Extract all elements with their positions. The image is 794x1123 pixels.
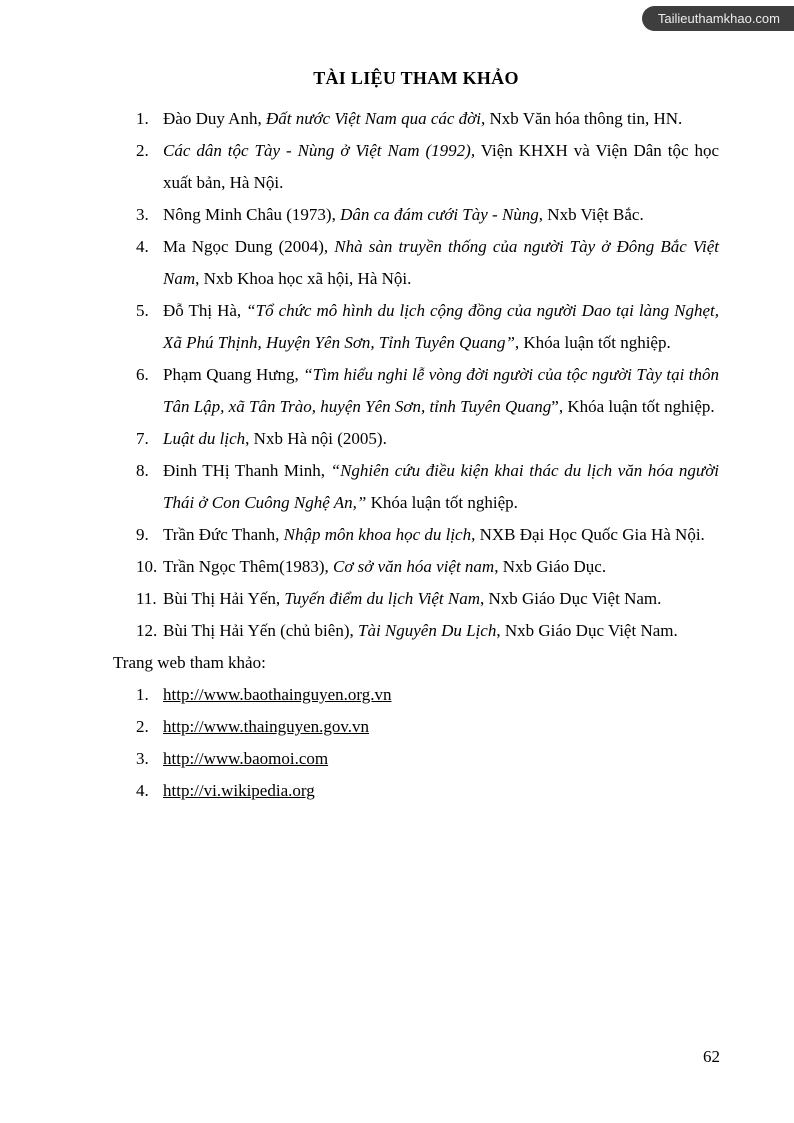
references-list	[113, 103, 719, 647]
reference-text: , Nxb Hà nội (2005).	[245, 429, 387, 448]
reference-title: Tài Nguyên Du Lịch	[358, 621, 497, 640]
web-link-item	[113, 711, 719, 743]
reference-item	[113, 199, 719, 231]
reference-text: Đinh THị Thanh Minh,	[163, 461, 331, 480]
reference-item	[113, 359, 719, 423]
reference-item	[113, 551, 719, 583]
reference-item	[113, 583, 719, 615]
web-link-url[interactable]: http://vi.wikipedia.org	[163, 781, 315, 800]
web-link-number: 3.	[136, 749, 149, 768]
reference-text: Phạm Quang Hưng,	[163, 365, 304, 384]
reference-text: ”, Khóa luận tốt nghiệp.	[551, 397, 715, 416]
reference-title: Luật du lịch	[163, 429, 246, 448]
reference-number: 8.	[136, 461, 149, 480]
reference-number: 9.	[136, 525, 149, 544]
reference-text: , Nxb Văn hóa thông tin, HN.	[480, 109, 683, 128]
reference-title: Đất nước Việt Nam qua các đời	[265, 109, 481, 128]
reference-text: Trần Đức Thanh,	[163, 525, 284, 544]
reference-text: , Nxb Giáo Dục Việt Nam.	[496, 621, 678, 640]
web-links-list	[113, 679, 719, 807]
reference-number: 7.	[136, 429, 149, 448]
reference-text: Trần Ngọc Thêm(1983),	[163, 557, 333, 576]
reference-title: Cơ sở văn hóa việt nam	[332, 557, 495, 576]
watermark-text: Tailieuthamkhao.com	[657, 11, 780, 26]
reference-text: , Nxb Khoa học xã hội, Hà Nội.	[195, 269, 412, 288]
reference-text: Bùi Thị Hải Yến,	[163, 589, 285, 608]
reference-number: 10.	[136, 557, 158, 576]
reference-text: , NXB Đại Học Quốc Gia Hà Nội.	[471, 525, 705, 544]
page-content	[113, 68, 719, 807]
reference-text: , Nxb Giáo Dục Việt Nam.	[479, 589, 662, 608]
reference-text: , Nxb Giáo Dục.	[494, 557, 607, 576]
reference-number: 1.	[136, 109, 149, 128]
web-link-url[interactable]: http://www.thainguyen.gov.vn	[163, 717, 370, 736]
web-section-label: Trang web tham khảo:	[113, 653, 266, 672]
reference-item	[113, 519, 719, 551]
reference-title: “Nghiên cứu điều kiện khai thác du lịch văn hóa người Thái ở Con Cuông Nghệ An,”	[163, 461, 719, 512]
reference-text: , Nxb Việt Bắc.	[538, 205, 644, 224]
reference-item	[113, 615, 719, 647]
reference-title: Dân ca đám cưới Tày - Nùng	[340, 205, 539, 224]
reference-title: Nhập môn khoa học du lịch	[283, 525, 472, 544]
reference-title: Tuyến điểm du lịch Việt Nam	[284, 589, 480, 608]
web-link-item	[113, 775, 719, 807]
web-link-url[interactable]: http://www.baomoi.com	[163, 749, 329, 768]
page-number: 62	[703, 1047, 720, 1066]
reference-number: 11.	[136, 589, 157, 608]
reference-text: Ma Ngọc Dung (2004),	[163, 237, 335, 256]
page-title: TÀI LIỆU THAM KHẢO	[313, 68, 519, 88]
watermark-badge	[642, 6, 794, 31]
reference-text: Bùi Thị Hải Yến (chủ biên),	[163, 621, 358, 640]
reference-item	[113, 423, 719, 455]
reference-item	[113, 103, 719, 135]
reference-number: 3.	[136, 205, 149, 224]
reference-title: Nhà sàn truyền thống của người Tày ở Đông Bắc Việt Nam	[163, 237, 719, 288]
reference-number: 4.	[136, 237, 149, 256]
reference-title: “Tìm hiểu nghi lễ vòng đời người của tộc người Tày tại thôn Tân Lập, xã Tân Trào, huyện Yên Sơn, tỉnh Tuyên Quang	[163, 365, 719, 416]
web-link-item	[113, 743, 719, 775]
reference-item	[113, 231, 719, 295]
reference-title: Các dân tộc Tày - Nùng ở Việt Nam (1992),	[163, 141, 476, 160]
reference-item	[113, 295, 719, 359]
reference-text: Nông Minh Châu (1973),	[163, 205, 341, 224]
reference-item	[113, 135, 719, 199]
web-link-number: 2.	[136, 717, 149, 736]
reference-item	[113, 455, 719, 519]
reference-text: Khóa luận tốt nghiệp.	[366, 493, 518, 512]
reference-title: “Tổ chức mô hình du lịch cộng đồng của người Dao tại làng Nghẹt, Xã Phú Thịnh, Huyện Yên Sơn, Tỉnh Tuyên Quang”	[163, 301, 719, 352]
reference-number: 2.	[136, 141, 149, 160]
web-link-number: 4.	[136, 781, 149, 800]
web-link-item	[113, 679, 719, 711]
reference-text: Đỗ Thị Hà,	[163, 301, 247, 320]
web-link-number: 1.	[136, 685, 149, 704]
reference-number: 6.	[136, 365, 149, 384]
web-link-url[interactable]: http://www.baothainguyen.org.vn	[163, 685, 392, 704]
reference-text: Viện KHXH và Viện Dân tộc học xuất bản, Hà Nội.	[163, 141, 719, 192]
reference-text: Đào Duy Anh,	[163, 109, 266, 128]
reference-number: 5.	[136, 301, 149, 320]
reference-text: , Khóa luận tốt nghiệp.	[514, 333, 671, 352]
reference-number: 12.	[136, 621, 158, 640]
